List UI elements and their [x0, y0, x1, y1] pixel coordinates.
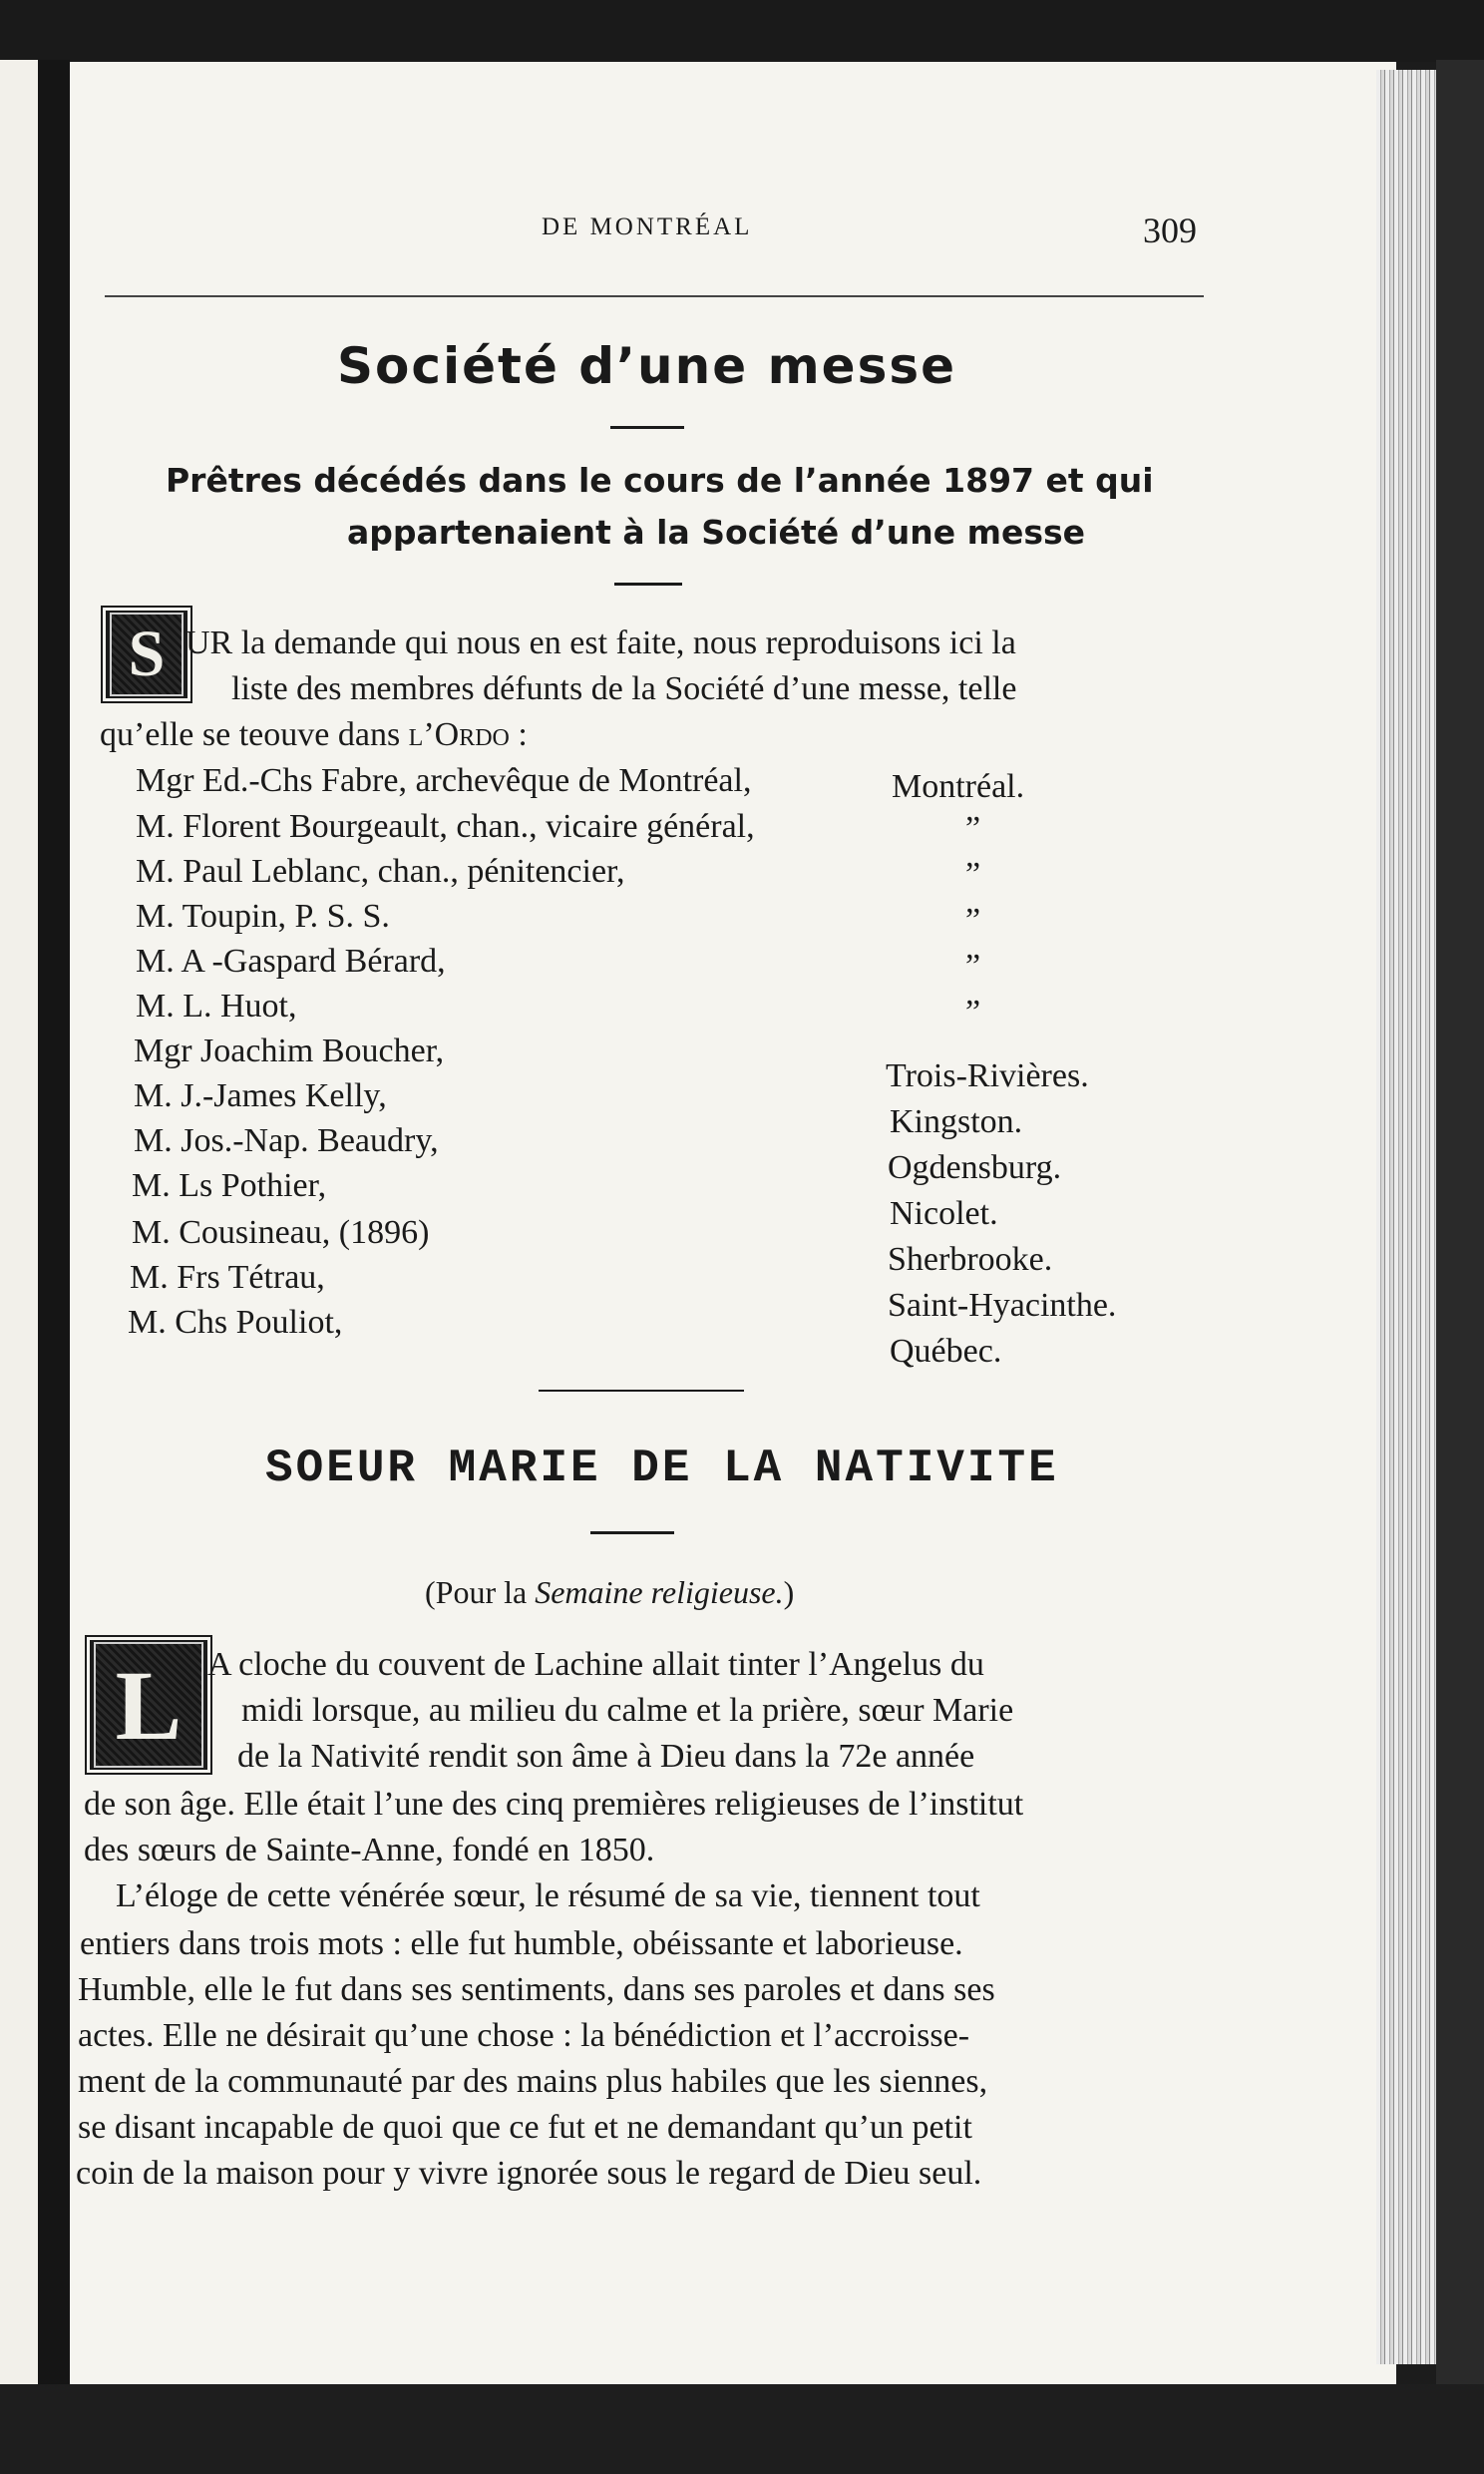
article-line: ment de la communauté par des mains plus habiles que les siennes, [78, 2063, 988, 2100]
member-place: Ogdensburg. [888, 1149, 1062, 1186]
member-name: M. Florent Bourgeault, chan., vicaire général, [136, 808, 755, 845]
member-place: ” [965, 994, 981, 1031]
article-line: actes. Elle ne désirait qu’une chose : la bénédiction et l’accroisse- [78, 2017, 970, 2054]
member-name: M. Frs Tétrau, [130, 1259, 325, 1296]
article-line: midi lorsque, au milieu du calme et la prière, sœur Marie [241, 1692, 1014, 1729]
article-line: de son âge. Elle était l’une des cinq premières religieuses de l’institut [84, 1786, 1024, 1823]
running-title: DE MONTRÉAL [542, 213, 753, 240]
scan-top-border [0, 0, 1484, 62]
article-line: L’éloge de cette vénérée sœur, le résumé de sa vie, tiennent tout [116, 1877, 980, 1914]
article-title: SOEUR MARIE DE LA NATIVITE [265, 1443, 1059, 1494]
title-rule [610, 426, 684, 429]
member-place: ” [965, 810, 981, 847]
subtitle-rule [614, 583, 682, 586]
section-divider [539, 1390, 744, 1392]
subtitle-line-2: appartenaient à la Société d’une messe [347, 513, 1086, 552]
section-title: Société d’une messe [337, 337, 957, 395]
dropcap-l: L [90, 1640, 207, 1770]
header-rule [105, 295, 1204, 297]
member-place: Sherbrooke. [888, 1241, 1053, 1278]
member-name: M. Paul Leblanc, chan., pénitencier, [136, 853, 625, 890]
article-title-rule [590, 1531, 674, 1534]
member-name: M. Toupin, P. S. S. [136, 898, 390, 935]
member-name: M. Chs Pouliot, [128, 1304, 343, 1341]
article-line: coin de la maison pour y vivre ignorée sous le regard de Dieu seul. [76, 2155, 982, 2192]
article-line: de la Nativité rendit son âme à Dieu dans la 72e année [237, 1738, 975, 1775]
member-place: ” [965, 902, 981, 939]
member-name: M. Cousineau, (1896) [132, 1214, 430, 1251]
intro-line-2: liste des membres défunts de la Société d’une messe, telle [231, 670, 1017, 707]
member-name: M. Ls Pothier, [132, 1167, 327, 1204]
page-number: 309 [1143, 210, 1197, 250]
member-place: Nicolet. [890, 1195, 998, 1232]
scan-right-border [1436, 60, 1484, 2394]
member-place: Montréal. [892, 768, 1025, 805]
subtitle-line-1: Prêtres décédés dans le cours de l’année 1897 et qui [166, 461, 1154, 500]
article-line: entiers dans trois mots : elle fut humble, obéissante et laborieuse. [80, 1925, 963, 1962]
facing-page-edge [0, 60, 38, 2384]
member-place: Trois-Rivières. [886, 1057, 1089, 1094]
intro-line-3: qu’elle se teouve dans l’Ordo : [100, 716, 528, 753]
member-name: M. J.-James Kelly, [134, 1077, 387, 1114]
scan-bottom-border [0, 2384, 1484, 2474]
member-name: Mgr Joachim Boucher, [134, 1032, 445, 1069]
member-name: M. L. Huot, [136, 988, 297, 1025]
article-line: se disant incapable de quoi que ce fut et ne demandant qu’un petit [78, 2109, 972, 2146]
member-name: M. Jos.-Nap. Beaudry, [134, 1122, 439, 1159]
article-source: (Pour la Semaine religieuse.) [425, 1574, 795, 1610]
page-edges [1376, 70, 1436, 2364]
member-place: ” [965, 856, 981, 893]
member-place: Kingston. [890, 1103, 1023, 1140]
intro-line-1: UR la demande qui nous en est faite, nous reproduisons ici la [186, 624, 1016, 661]
article-line: A cloche du couvent de Lachine allait tinter l’Angelus du [207, 1646, 984, 1683]
member-place: Saint-Hyacinthe. [888, 1287, 1117, 1324]
member-place: ” [965, 948, 981, 985]
member-name: M. A -Gaspard Bérard, [136, 943, 446, 980]
gutter-shadow [38, 60, 70, 2384]
member-place: Québec. [890, 1333, 1002, 1370]
member-name: Mgr Ed.-Chs Fabre, archevêque de Montréal, [136, 762, 752, 799]
dropcap-s: S [106, 611, 187, 698]
article-line: Humble, elle le fut dans ses sentiments, dans ses paroles et dans ses [78, 1971, 995, 2008]
article-line: des sœurs de Sainte-Anne, fondé en 1850. [84, 1832, 655, 1868]
